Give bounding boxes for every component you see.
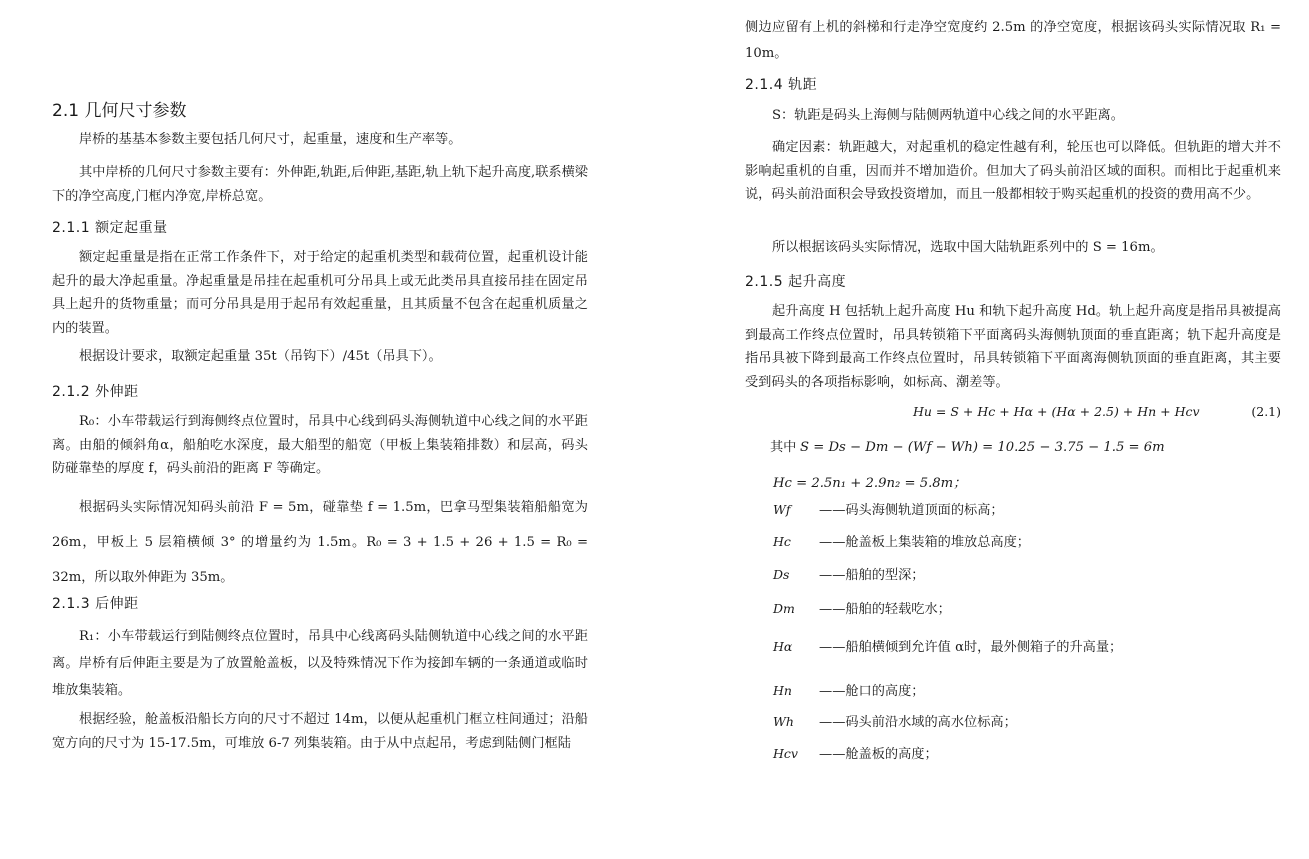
section-2-1-2-title: 2.1.2 外伸距 — [52, 384, 139, 400]
symbol: Hn — [773, 683, 792, 698]
paragraph: 确定因素：轨距越大，对起重机的稳定性越有利，轮压也可以降低。但轨距的增大并不影响起重机的自重，因而并不增加造价。但加大了码头前沿区域的面积。而相比于起重机来说，码头前沿面积会导致投资增加，而且一般都相较于购买起重机的投资的费用高不少。 — [745, 140, 1281, 202]
definition-text: ——舱盖板上集装箱的堆放总高度； — [819, 535, 1030, 550]
equation-hc: Hc = 2.5n₁ + 2.9n₂ = 5.8m； — [773, 476, 967, 491]
paragraph: 额定起重量是指在正常工作条件下，对于给定的起重机类型和载荷位置，起重机设计能起升的最大净起重量。净起重量是吊挂在起重机可分吊具上或无此类吊具直接吊挂在固定吊具上起升的货物重量；而可分吊具是用于起吊有效起重量，且其质量不包含在起重机质量之内的装置。 — [52, 250, 588, 336]
section-2-1-title: 2.1 几何尺寸参数 — [52, 101, 187, 121]
paragraph: 根据码头实际情况知码头前沿 F = 5m，碰靠垫 f = 1.5m，巴拿马型集装箱船船宽为26m，甲板上 5 层箱横倾 3° 的增量约为 1.5m。R₀ = 3 + 1.5 + 26 + 1.5 = R₀ = 32m，所以取外伸距为 35m。 — [52, 500, 588, 585]
definition-row — [773, 598, 951, 617]
definition-row — [773, 499, 1004, 518]
definition-text: ——船舶横倾到允许值 α时，最外侧箱子的升高量； — [819, 640, 1123, 655]
equation-s: S = Ds − Dm − (Wf − Wh) = 10.25 − 3.75 − 1.5 = 6m — [800, 440, 1165, 455]
definition-row — [773, 636, 1122, 655]
paragraph: 其中岸桥的几何尺寸参数主要有：外伸距,轨距,后伸距,基距,轨上轨下起升高度,联系横梁下的净空高度,门框内净宽,岸桥总宽。 — [52, 165, 588, 204]
symbol: Wf — [773, 502, 791, 517]
equation-body: Hu = S + Hc + Hα + (Hα + 2.5) + Hn + Hcv — [913, 404, 1200, 419]
paragraph: S：轨距是码头上海侧与陆侧两轨道中心线之间的水平距离。 — [772, 108, 1124, 123]
equation-number: (2.1) — [1251, 404, 1281, 419]
definition-row — [773, 564, 925, 583]
paragraph: 侧边应留有上机的斜梯和行走净空宽度约 2.5m 的净空宽度，根据该码头实际情况取 R₁ = 10m。 — [745, 20, 1281, 61]
definition-row — [773, 680, 925, 699]
symbol: Hα — [773, 639, 793, 654]
definition-text: ——船舶的轻载吃水； — [819, 602, 951, 617]
definition-row — [773, 711, 1017, 730]
symbol: Hcv — [773, 746, 798, 761]
section-2-1-4-title: 2.1.4 轨距 — [745, 77, 818, 93]
definition-row — [773, 531, 1030, 550]
paragraph: 岸桥的基基本参数主要包括几何尺寸，起重量，速度和生产率等。 — [79, 132, 462, 147]
section-2-1-5-title: 2.1.5 起升高度 — [745, 274, 847, 290]
symbol: Hc — [773, 534, 791, 549]
definition-row — [773, 743, 938, 762]
paragraph: R₀：小车带载运行到海侧终点位置时，吊具中心线到码头海侧轨道中心线之间的水平距离。由船的倾斜角α，船舶吃水深度，最大船型的船宽（甲板上集装箱排数）和层高，码头防碰靠垫的厚度 f，码头前沿的距离 F 等确定。 — [52, 414, 588, 476]
paragraph: 根据经验，舱盖板沿船长方向的尺寸不超过 14m，以便从起重机门框立柱间通过；沿船宽方向的尺寸为 15-17.5m，可堆放 6-7 列集装箱。由于从中点起吊，考虑到陆侧门框陆 — [52, 712, 588, 751]
definition-text: ——码头前沿水域的高水位标高； — [819, 715, 1017, 730]
definition-text: ——码头海侧轨道顶面的标高； — [819, 503, 1004, 518]
symbol: Ds — [773, 567, 790, 582]
symbol: Dm — [773, 601, 795, 616]
section-2-1-3-title: 2.1.3 后伸距 — [52, 596, 139, 612]
paragraph: 所以根据该码头实际情况，选取中国大陆轨距系列中的 S = 16m。 — [772, 240, 1164, 255]
symbol: Wh — [773, 714, 794, 729]
paragraph: R₁：小车带载运行到陆侧终点位置时，吊具中心线离码头陆侧轨道中心线之间的水平距离。岸桥有后伸距主要是为了放置舱盖板，以及特殊情况下作为接卸车辆的一条通道或临时堆放集装箱。 — [52, 629, 588, 698]
paragraph: 起升高度 H 包括轨上起升高度 Hu 和轨下起升高度 Hd。轨上起升高度是指吊具被提高到最高工作终点位置时，吊具转锁箱下平面离码头海侧轨顶面的垂直距离；轨下起升高度是指吊具被下降到最高工作终点位置时，吊具转锁箱下平面离海侧轨顶面的垂直距离，其主要受到码头的各项指标影响，如标高、潮差等。 — [745, 304, 1281, 390]
section-2-1-1-title: 2.1.1 额定起重量 — [52, 220, 168, 236]
paragraph: 根据设计要求，取额定起重量 35t（吊钩下）/45t（吊具下）。 — [79, 349, 442, 364]
definition-text: ——舱口的高度； — [819, 684, 925, 699]
definition-text: ——舱盖板的高度； — [819, 747, 938, 762]
where-label: 其中 — [770, 440, 797, 455]
definition-text: ——船舶的型深； — [819, 568, 925, 583]
